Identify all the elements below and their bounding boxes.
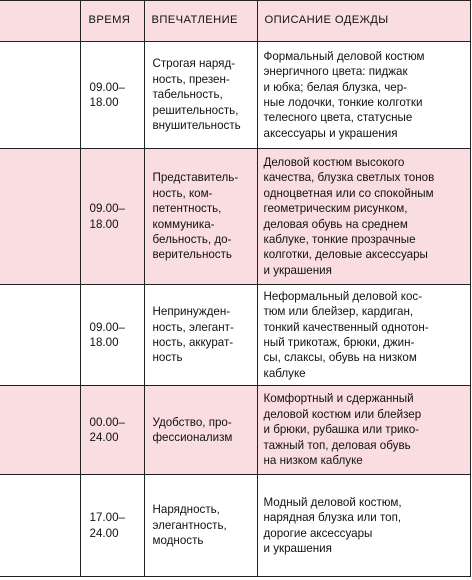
time-line: 09.00– bbox=[89, 202, 125, 216]
impression-line: бельность, до- bbox=[152, 232, 232, 246]
impression-cell bbox=[144, 285, 257, 386]
time-line: 09.00– bbox=[89, 320, 125, 334]
description-line: ные лодочки, тонкие колготки bbox=[263, 96, 423, 109]
row-blank-cell bbox=[0, 42, 80, 149]
header-description: ОПИСАНИЕ ОДЕЖДЫ bbox=[257, 1, 470, 42]
description-cell bbox=[257, 386, 470, 475]
table-row bbox=[0, 475, 470, 577]
impression-line: фессионализм bbox=[152, 431, 233, 444]
description-cell bbox=[257, 285, 470, 386]
row-blank-cell bbox=[0, 386, 80, 475]
time-line: 18.00 bbox=[89, 336, 119, 349]
table-row bbox=[0, 149, 470, 285]
description-line: телесного цвета, статусные bbox=[263, 111, 413, 125]
impression-cell bbox=[144, 149, 257, 285]
impression-line: Удобство, про- bbox=[152, 415, 232, 429]
description-line: и украшения bbox=[263, 263, 332, 277]
impression-line: Строгая наряд- bbox=[152, 57, 236, 71]
description-line: энергичного цвета: пиджак bbox=[263, 65, 408, 79]
description-line: и юбка; белая блузка, чер- bbox=[263, 80, 408, 94]
time-line: 09.00– bbox=[89, 80, 125, 94]
time-cell bbox=[80, 285, 144, 386]
description-line: тажный топ, деловая обувь bbox=[263, 438, 411, 452]
time-line: 18.00 bbox=[89, 96, 119, 109]
time-line: 18.00 bbox=[89, 217, 119, 231]
time-cell bbox=[80, 149, 144, 285]
description-line: тюм или блейзер, кардиган, bbox=[263, 305, 414, 319]
impression-line: элегантность, bbox=[152, 518, 227, 532]
row-blank-cell bbox=[0, 475, 80, 577]
description-line: Комфортный и сдержанный bbox=[263, 392, 414, 406]
description-line: и украшения bbox=[263, 541, 332, 555]
impression-line: ность bbox=[152, 351, 183, 365]
time-cell bbox=[80, 475, 144, 577]
impression-cell bbox=[144, 386, 257, 475]
impression-line: ность, аккурат- bbox=[152, 336, 234, 349]
description-line: дорогие аксессуары bbox=[263, 526, 373, 540]
description-line: каблуке bbox=[263, 366, 306, 380]
time-line: 24.00 bbox=[89, 526, 119, 540]
description-line: Неформальный деловой кос- bbox=[263, 289, 423, 303]
impression-cell bbox=[144, 475, 257, 577]
description-line: одноцветная или со спокойным bbox=[263, 186, 434, 200]
description-line: сы, слаксы, обувь на низком bbox=[263, 351, 417, 365]
impression-cell bbox=[144, 42, 257, 149]
impression-line: Нарядность, bbox=[152, 503, 220, 517]
description-line: Модный деловой костюм, bbox=[263, 495, 402, 509]
time-line: 24.00 bbox=[89, 431, 119, 444]
impression-line: ность, элегант- bbox=[152, 320, 234, 334]
header-blank-cell bbox=[0, 1, 80, 42]
time-line: 00.00– bbox=[89, 415, 125, 429]
description-line: деловая обувь на среднем bbox=[263, 217, 408, 231]
time-line: 17.00– bbox=[89, 511, 125, 525]
description-line: каблуке, тонкие прозрачные bbox=[263, 232, 416, 246]
description-cell bbox=[257, 475, 470, 577]
time-cell bbox=[80, 386, 144, 475]
description-line: тонкий качественный однотон- bbox=[263, 320, 429, 334]
description-line: геометрическим рисунком, bbox=[263, 202, 408, 216]
time-cell bbox=[80, 42, 144, 149]
description-cell bbox=[257, 42, 470, 149]
row-blank-cell bbox=[0, 285, 80, 386]
header-impression: ВПЕЧАТЛЕНИЕ bbox=[144, 1, 257, 42]
description-cell bbox=[257, 149, 470, 285]
impression-line: решительность, bbox=[152, 103, 239, 117]
table-row bbox=[0, 386, 470, 475]
description-line: аксессуары и украшения bbox=[263, 126, 398, 140]
impression-line: верительность bbox=[152, 248, 232, 262]
row-blank-cell bbox=[0, 149, 80, 285]
description-line: Формальный деловой костюм bbox=[263, 49, 425, 63]
impression-line: коммуника- bbox=[152, 217, 215, 231]
description-line: качества, блузка светлых тонов bbox=[263, 171, 435, 185]
description-line: нарядная блузка или топ, bbox=[263, 511, 402, 525]
impression-line: ность, презен- bbox=[152, 72, 230, 86]
impression-line: модность bbox=[152, 534, 204, 548]
impression-line: Непринужден- bbox=[152, 305, 231, 319]
header-row bbox=[0, 1, 470, 42]
table-row bbox=[0, 285, 470, 386]
description-line: колготки, деловые аксессуары bbox=[263, 248, 428, 262]
impression-line: ность, ком- bbox=[152, 186, 213, 200]
impression-line: Представитель- bbox=[152, 171, 239, 185]
table-row bbox=[0, 42, 470, 149]
impression-line: табельность, bbox=[152, 88, 223, 102]
description-line: и брюки, рубашка или трико- bbox=[263, 423, 420, 437]
header-time: ВРЕМЯ bbox=[80, 1, 144, 42]
description-line: ный трикотаж, брюки, джин- bbox=[263, 336, 415, 349]
description-line: Деловой костюм высокого bbox=[263, 155, 405, 169]
description-line: деловой костюм или блейзер bbox=[263, 407, 422, 421]
impression-line: внушительность bbox=[152, 119, 241, 133]
impression-line: петентность, bbox=[152, 202, 222, 216]
description-line: на низком каблуке bbox=[263, 454, 363, 468]
